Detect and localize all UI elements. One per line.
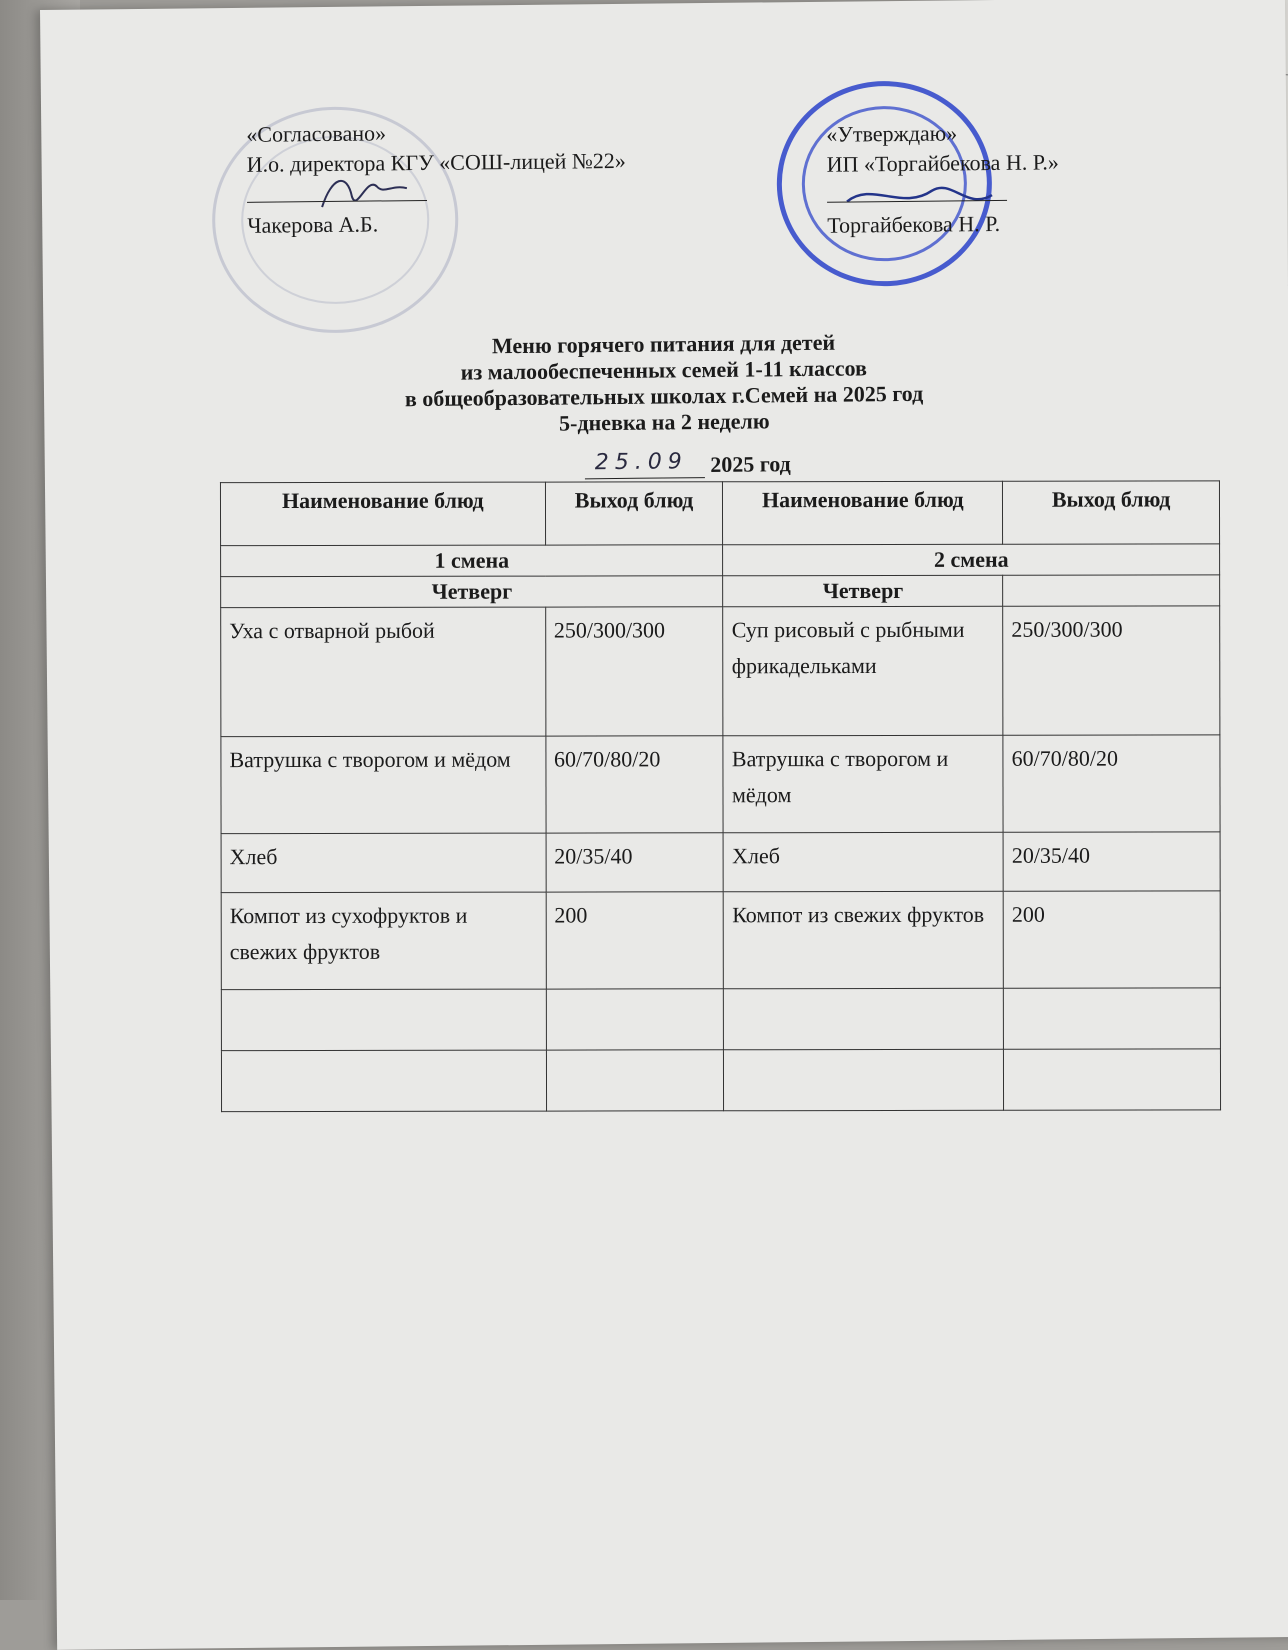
empty-row [221, 988, 1220, 1051]
agreed-position: И.о. директора КГУ «СОШ-лицей №22» [246, 147, 626, 177]
table-row [221, 735, 1220, 834]
empty-cell [1004, 988, 1221, 1049]
shift-1: 1 смена [221, 545, 724, 577]
empty-cell [724, 988, 1004, 1049]
approval-left [246, 116, 626, 241]
dish-name: Суп рисовый с рыбными фрикадельками [723, 606, 1003, 735]
dish-name: Компот из сухофруктов и свежих фруктов [221, 892, 546, 990]
agreed-name: Чакерова А.Б. [247, 211, 379, 238]
dish-yield: 20/35/40 [546, 833, 724, 892]
approve-name: Торгайбекова Н. Р. [827, 210, 1001, 238]
empty-row [221, 1049, 1220, 1112]
day-shift-2: Четверг [723, 575, 1003, 606]
dish-yield: 250/300/300 [1003, 606, 1220, 735]
menu-date [585, 451, 791, 479]
empty-cell [546, 1050, 724, 1111]
title-line: 5-дневка на 2 неделю [558, 408, 770, 436]
shift-row [221, 544, 1220, 577]
header-dish-name: Наименование блюд [723, 481, 1003, 544]
empty-cell [724, 1049, 1004, 1110]
dish-yield: 60/70/80/20 [1003, 735, 1220, 832]
dish-name: Хлеб [724, 832, 1004, 891]
dish-name: Ватрушка с творогом и мёдом [723, 735, 1003, 832]
title-line: в общеобразовательных школах г.Семей на 2025 год [404, 380, 924, 412]
approval-right [826, 117, 1059, 240]
header-dish-name: Наименование блюд [220, 482, 545, 546]
approve-position: ИП «Торгайбекова Н. Р.» [826, 149, 1059, 177]
dish-name: Ватрушка с творогом и мёдом [221, 736, 546, 834]
empty-cell [546, 989, 724, 1050]
approve-label: «Утверждаю» [826, 120, 958, 147]
header-yield: Выход блюд [1003, 481, 1220, 544]
dish-yield: 250/300/300 [545, 607, 723, 736]
date-field [585, 449, 705, 479]
title-line: Меню горячего питания для детей [491, 329, 836, 359]
dish-name: Компот из свежих фруктов [724, 891, 1004, 988]
dish-yield: 60/70/80/20 [546, 736, 724, 833]
table-header-row [220, 481, 1219, 546]
empty-cell [1004, 1049, 1221, 1110]
agreed-label: «Согласовано» [246, 120, 387, 147]
dish-name: Хлеб [221, 833, 546, 893]
dish-yield: 200 [546, 892, 724, 989]
menu-table [220, 480, 1221, 1112]
table-row [221, 832, 1220, 893]
date-year: 2025 год [710, 451, 791, 478]
document-title [193, 327, 1134, 441]
title-line: из малообеспеченных семей 1-11 классов [460, 355, 868, 385]
dish-yield: 200 [1003, 891, 1220, 988]
handwritten-date: 25.09 [594, 449, 688, 476]
empty-cell [221, 989, 546, 1051]
day-shift-1: Четверг [221, 576, 724, 608]
empty-cell [221, 1050, 546, 1112]
table-row [221, 606, 1220, 737]
signature-line [247, 178, 427, 203]
shift-2: 2 смена [723, 544, 1220, 576]
document-sheet [40, 0, 1288, 1650]
header-yield: Выход блюд [545, 482, 723, 545]
signature-line [827, 178, 1007, 203]
dish-yield: 20/35/40 [1003, 832, 1220, 891]
day-row [221, 575, 1220, 608]
empty-cell [1003, 575, 1220, 606]
dish-name: Уха с отварной рыбой [221, 607, 546, 737]
table-row [221, 891, 1220, 990]
